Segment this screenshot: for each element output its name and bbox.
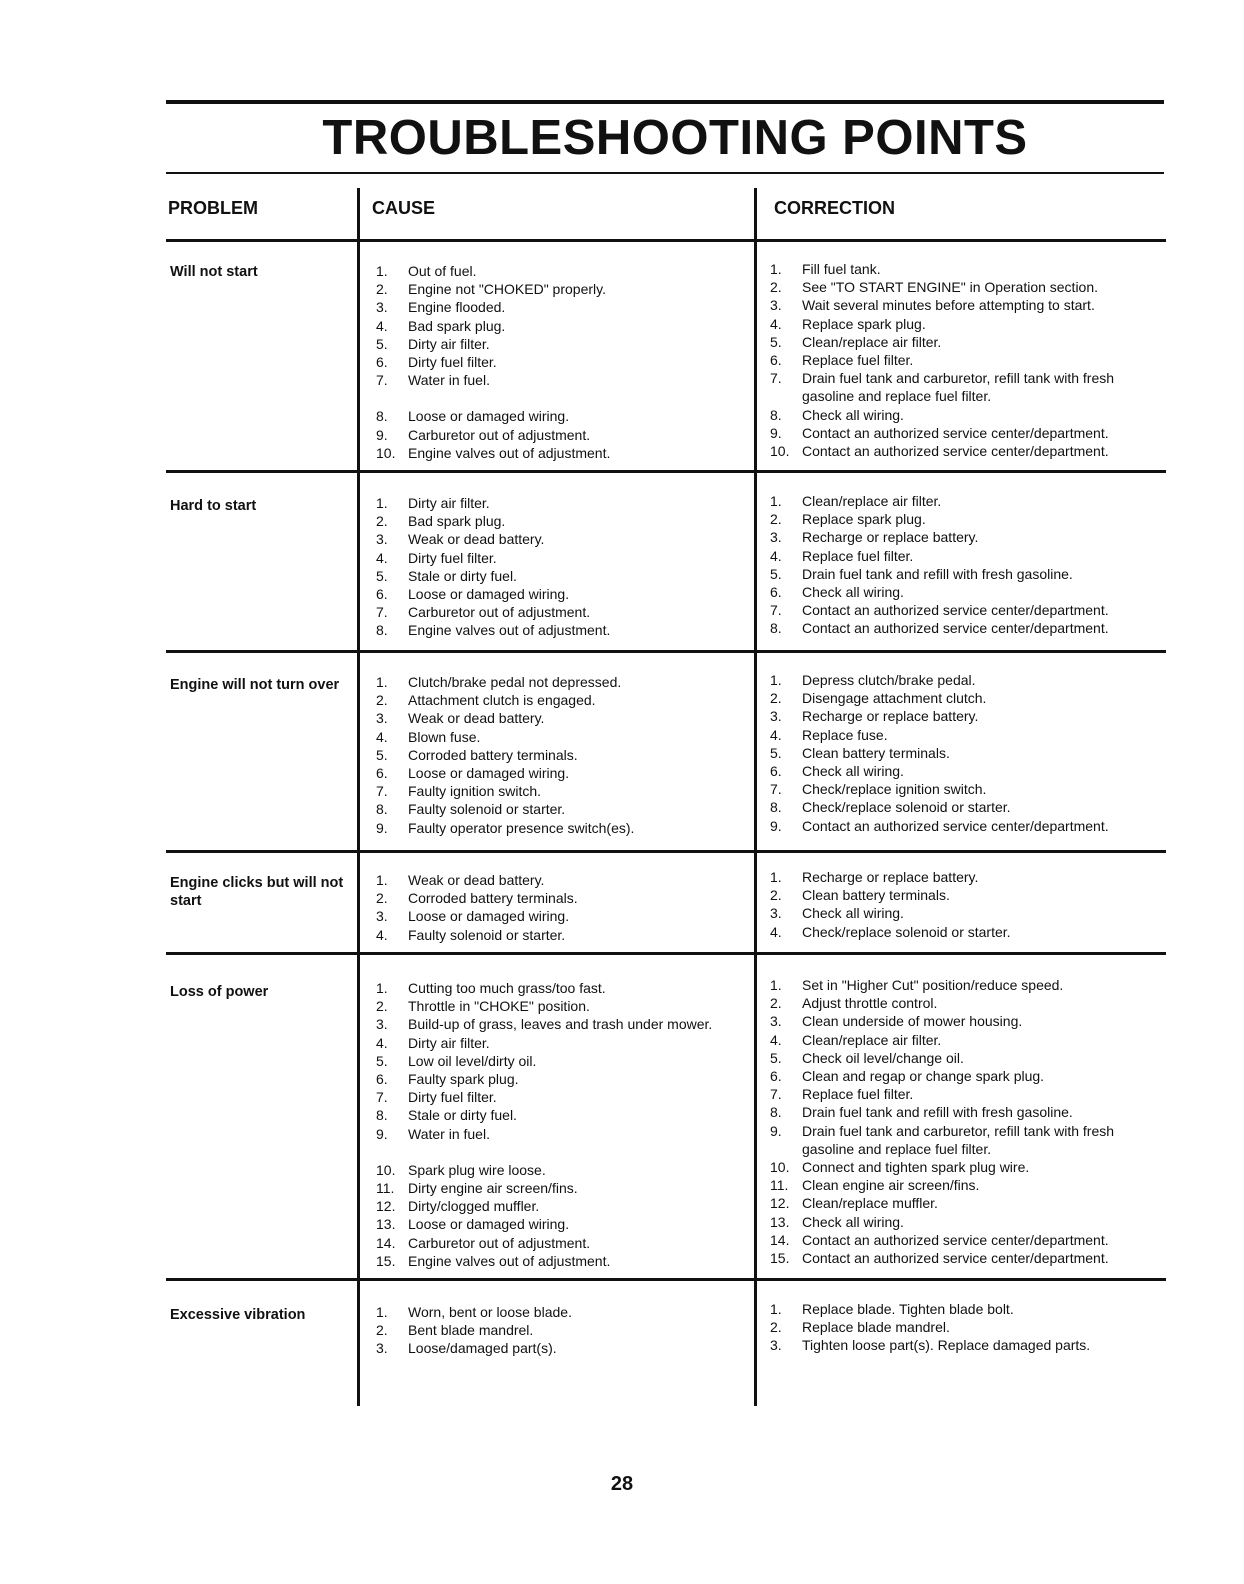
list-item: 2. See "TO START ENGINE" in Operation section. — [770, 279, 1099, 296]
list-item: 3. Check all wiring. — [770, 905, 904, 922]
list-item: 1. Clutch/brake pedal not depressed. — [376, 674, 622, 690]
list-item: 12. Dirty/clogged muffler. — [376, 1198, 540, 1215]
problem-label: Loss of power — [170, 984, 269, 1000]
list-item: 8. Contact an authorized service center/department. — [770, 620, 1109, 637]
list-item: 2. Replace spark plug. — [770, 511, 926, 528]
list-item: 4. Clean/replace air filter. — [770, 1031, 942, 1048]
list-item: 4. Replace fuel filter. — [770, 547, 914, 564]
list-item: 7. Contact an authorized service center/department. — [770, 602, 1109, 619]
header-rule — [166, 239, 1166, 242]
list-item: 1. Worn, bent or loose blade. — [376, 1304, 572, 1320]
list-item: 3. Recharge or replace battery. — [770, 529, 979, 546]
list-item: 10. Engine valves out of adjustment. — [376, 444, 611, 461]
cause-list — [376, 979, 748, 1270]
list-item: 3. Weak or dead battery. — [376, 710, 545, 727]
list-item: 8. Drain fuel tank and refill with fresh gasoline. — [770, 1104, 1073, 1121]
list-item: 14. Carburetor out of adjustment. — [376, 1234, 591, 1251]
list-item: 3. Loose or damaged wiring. — [376, 908, 570, 925]
list-item: 1. Out of fuel. — [376, 263, 477, 279]
list-item: 8. Check all wiring. — [770, 406, 904, 423]
row-rule — [166, 1278, 1166, 1281]
problem-label: Will not start — [170, 264, 258, 280]
column-divider-correction — [754, 188, 757, 1406]
page-title: TROUBLESHOOTING POINTS — [322, 111, 1028, 165]
list-item: 6. Dirty fuel filter. — [376, 354, 497, 371]
title-bottom-rule — [166, 172, 1164, 174]
cause-list — [376, 1303, 748, 1358]
list-item: 2. Bent blade mandrel. — [376, 1322, 534, 1339]
correction-list — [770, 260, 1170, 460]
problem-label: Excessive vibration — [170, 1307, 306, 1323]
list-item: 2. Attachment clutch is engaged. — [376, 692, 596, 709]
list-item: 6. Faulty spark plug. — [376, 1071, 519, 1088]
list-item: 3. Clean underside of mower housing. — [770, 1013, 1023, 1030]
list-item: 1. Fill fuel tank. — [770, 261, 881, 277]
list-item: 6. Clean and regap or change spark plug. — [770, 1068, 1045, 1085]
list-item: 13. Check all wiring. — [770, 1213, 904, 1230]
correction-list — [770, 868, 1170, 941]
cause-list — [376, 673, 748, 837]
list-item: 1. Replace blade. Tighten blade bolt. — [770, 1301, 1014, 1317]
list-item: 3. Loose/damaged part(s). — [376, 1340, 557, 1357]
header-correction: CORRECTION — [774, 198, 895, 218]
list-item: 2. Bad spark plug. — [376, 513, 506, 530]
list-item: 2. Throttle in "CHOKE" position. — [376, 998, 590, 1015]
list-item: 7. Dirty fuel filter. — [376, 1089, 497, 1106]
list-item: 12. Clean/replace muffler. — [770, 1195, 938, 1212]
cause-list — [376, 871, 748, 944]
list-item: 8. Engine valves out of adjustment. — [376, 622, 611, 639]
list-item: 9. Carburetor out of adjustment. — [376, 426, 591, 443]
list-item: 9. Drain fuel tank and carburetor, refill tank with fresh gasoline and replace fuel filter. — [770, 1122, 1115, 1157]
list-item: 7. Water in fuel. — [376, 372, 490, 389]
list-item: 11. Dirty engine air screen/fins. — [376, 1180, 578, 1197]
row-rule — [166, 850, 1166, 853]
list-item: 8. Loose or damaged wiring. — [376, 408, 570, 425]
list-item: 3. Build-up of grass, leaves and trash under mower. — [376, 1016, 713, 1033]
list-item: 5. Low oil level/dirty oil. — [376, 1052, 537, 1069]
list-item: 2. Replace blade mandrel. — [770, 1319, 950, 1336]
list-item: 3. Weak or dead battery. — [376, 531, 545, 548]
list-item: 3. Recharge or replace battery. — [770, 708, 979, 725]
list-item: 7. Check/replace ignition switch. — [770, 781, 987, 798]
list-item: 1. Clean/replace air filter. — [770, 493, 942, 509]
problem-label: Engine will not turn over — [170, 677, 340, 693]
list-item: 4. Replace spark plug. — [770, 315, 926, 332]
list-item: 3. Wait several minutes before attempting to start. — [770, 297, 1095, 314]
list-item: 6. Loose or damaged wiring. — [376, 765, 570, 782]
problem-label: Engine clicks but will not start — [170, 875, 344, 909]
list-item: 1. Dirty air filter. — [376, 495, 490, 511]
list-item: 8. Check/replace solenoid or starter. — [770, 799, 1011, 816]
problem-label: Hard to start — [170, 498, 257, 514]
page-number: 28 — [610, 1473, 634, 1495]
list-item: 1. Set in "Higher Cut" position/reduce speed. — [770, 977, 1064, 993]
list-item: 9. Faulty operator presence switch(es). — [376, 819, 635, 836]
list-item: 3. Tighten loose part(s). Replace damaged parts. — [770, 1337, 1091, 1354]
list-item: 6. Loose or damaged wiring. — [376, 586, 570, 603]
list-item: 7. Drain fuel tank and carburetor, refill tank with fresh gasoline and replace fuel filter. — [770, 370, 1115, 405]
title-top-rule — [166, 100, 1164, 104]
list-item: 10. Spark plug wire loose. — [376, 1161, 546, 1178]
correction-list — [770, 1300, 1170, 1355]
header-problem: PROBLEM — [168, 198, 258, 218]
row-rule — [166, 952, 1166, 955]
header-cause: CAUSE — [372, 198, 436, 218]
list-item: 4. Replace fuse. — [770, 726, 888, 743]
list-item: 4. Dirty fuel filter. — [376, 549, 497, 566]
correction-list — [770, 492, 1170, 638]
list-item: 4. Blown fuse. — [376, 728, 481, 745]
list-item: 7. Carburetor out of adjustment. — [376, 604, 591, 621]
list-item: 6. Check all wiring. — [770, 584, 904, 601]
list-item: 3. Engine flooded. — [376, 299, 506, 316]
list-item: 2. Disengage attachment clutch. — [770, 690, 987, 707]
list-item: 10. Contact an authorized service center/department. — [770, 443, 1109, 460]
row-rule — [166, 470, 1166, 473]
list-item: 5. Drain fuel tank and refill with fresh gasoline. — [770, 565, 1073, 582]
list-item: 10. Connect and tighten spark plug wire. — [770, 1159, 1030, 1176]
row-rule — [166, 650, 1166, 653]
list-item: 1. Cutting too much grass/too fast. — [376, 980, 606, 996]
list-item: 5. Stale or dirty fuel. — [376, 567, 517, 584]
column-divider-cause — [357, 188, 360, 1406]
list-item: 7. Replace fuel filter. — [770, 1086, 914, 1103]
list-item: 5. Check oil level/change oil. — [770, 1049, 964, 1066]
list-item: 9. Water in fuel. — [376, 1125, 490, 1142]
list-item: 15. Contact an authorized service center/department. — [770, 1250, 1109, 1267]
list-item: 1. Depress clutch/brake pedal. — [770, 672, 976, 688]
list-item: 8. Stale or dirty fuel. — [376, 1107, 517, 1124]
list-item: 5. Corroded battery terminals. — [376, 746, 578, 763]
list-item: 2. Corroded battery terminals. — [376, 890, 578, 907]
list-item: 9. Contact an authorized service center/department. — [770, 817, 1109, 834]
list-item: 4. Dirty air filter. — [376, 1034, 490, 1051]
correction-list — [770, 671, 1170, 835]
cause-list — [376, 262, 748, 462]
list-item: 4. Bad spark plug. — [376, 317, 506, 334]
list-item: 5. Clean/replace air filter. — [770, 333, 942, 350]
list-item: 5. Dirty air filter. — [376, 335, 490, 352]
list-item: 15. Engine valves out of adjustment. — [376, 1252, 611, 1269]
list-item: 6. Check all wiring. — [770, 763, 904, 780]
list-item: 8. Faulty solenoid or starter. — [376, 801, 566, 818]
list-item: 6. Replace fuel filter. — [770, 352, 914, 369]
list-item: 14. Contact an authorized service center/department. — [770, 1231, 1109, 1248]
list-item: 2. Adjust throttle control. — [770, 995, 938, 1012]
list-item: 7. Faulty ignition switch. — [376, 783, 542, 800]
cause-list — [376, 494, 748, 640]
list-item: 5. Clean battery terminals. — [770, 744, 950, 761]
list-item: 4. Check/replace solenoid or starter. — [770, 923, 1011, 940]
list-item: 2. Clean battery terminals. — [770, 887, 950, 904]
list-item: 1. Weak or dead battery. — [376, 872, 545, 888]
correction-list — [770, 976, 1170, 1267]
list-item: 9. Contact an authorized service center/department. — [770, 424, 1109, 441]
list-item: 4. Faulty solenoid or starter. — [376, 926, 566, 943]
list-item: 11. Clean engine air screen/fins. — [770, 1177, 980, 1194]
list-item: 2. Engine not "CHOKED" properly. — [376, 281, 606, 298]
list-item: 13. Loose or damaged wiring. — [376, 1216, 570, 1233]
list-item: 1. Recharge or replace battery. — [770, 869, 979, 885]
